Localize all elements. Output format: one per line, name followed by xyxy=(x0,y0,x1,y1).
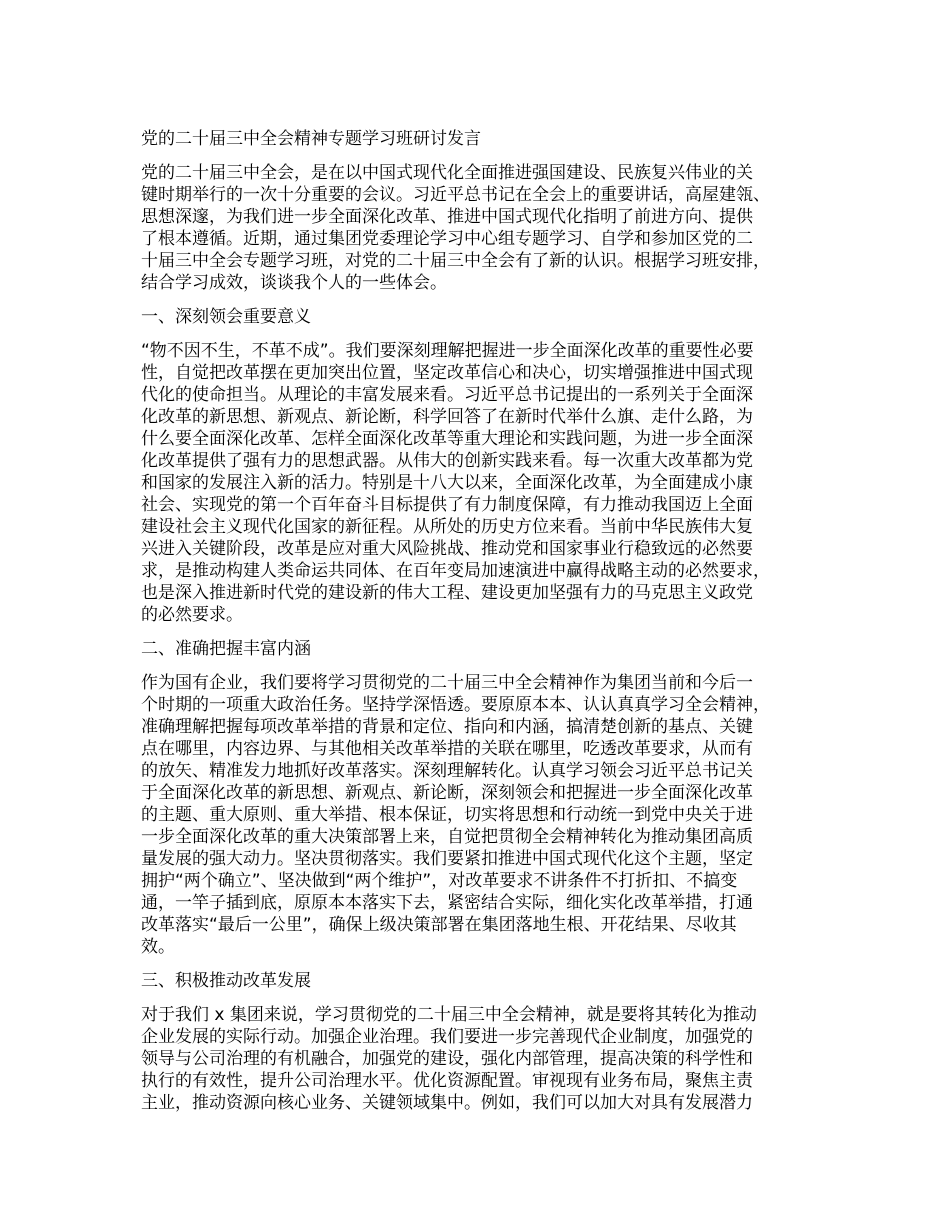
paragraph xyxy=(141,672,831,958)
paragraph-line: 执行的有效性，提升公司治理水平。优化资源配置。审视现有业务布局，聚焦主责 xyxy=(141,1071,753,1091)
paragraph-line: 结合学习成效，谈谈我个人的一些体会。 xyxy=(141,273,447,293)
paragraph-line: 作为国有企业，我们要将学习贯彻党的二十届三中全会精神作为集团当前和今后一 xyxy=(141,673,753,693)
paragraph-line: 也是深入推进新时代党的建设新的伟大工程、建设更加坚强有力的马克思主义政党 xyxy=(141,583,753,603)
paragraph-line: 点在哪里，内容边界、与其他相关改革举措的关联在哪里，吃透改革要求，从而有 xyxy=(141,739,753,759)
paragraph-line: 量发展的强大动力。坚决贯彻落实。我们要紧扣推进中国式现代化这个主题，坚定 xyxy=(141,849,753,869)
paragraph-line: 思想深邃，为我们进一步全面深化改革、推进中国式现代化指明了前进方向、提供 xyxy=(141,207,753,227)
paragraph-line: 主业，推动资源向核心业务、关键领域集中。例如，我们可以加大对具有发展潜力 xyxy=(141,1093,753,1113)
paragraph-line: 了根本遵循。近期，通过集团党委理论学习中心组专题学习、自学和参加区党的二 xyxy=(141,229,753,249)
paragraph-line: 键时期举行的一次十分重要的会议。习近平总书记在全会上的重要讲话，高屋建瓴、 xyxy=(141,185,770,205)
paragraph-line: 一步全面深化改革的重大决策部署上来，自觉把贯彻全会精神转化为推动集团高质 xyxy=(141,827,753,847)
paragraph-line: 的主题、重大原则、重大举措、根本保证，切实将思想和行动统一到党中央关于进 xyxy=(141,805,753,825)
document-page xyxy=(141,128,831,1126)
paragraph-line: 社会、实现党的第一个百年奋斗目标提供了有力制度保障，有力推动我国迈上全面 xyxy=(141,495,753,515)
paragraph-line: 企业发展的实际行动。加强企业治理。我们要进一步完善现代企业制度，加强党的 xyxy=(141,1027,753,1047)
paragraph-line: 代化的使命担当。从理论的丰富发展来看。习近平总书记提出的一系列关于全面深 xyxy=(141,385,753,405)
section-heading: 三、积极推动改革发展 xyxy=(141,971,311,991)
paragraph-line: 党的二十届三中全会，是在以中国式现代化全面推进强国建设、民族复兴伟业的关 xyxy=(141,163,753,183)
paragraph-line: 拥护“两个确立”、坚决做到“两个维护”，对改革要求不讲条件不打折扣、不搞变 xyxy=(141,871,738,891)
paragraph-line: 兴进入关键阶段，改革是应对重大风险挑战、推动党和国家事业行稳致远的必然要 xyxy=(141,539,753,559)
paragraph xyxy=(141,162,831,294)
paragraph-line: 求，是推动构建人类命运共同体、在百年变局加速演进中赢得战略主动的必然要求， xyxy=(141,561,770,581)
paragraph-line: 通，一竿子插到底，原原本本落实下去，紧密结合实际，细化实化改革举措，打通 xyxy=(141,893,753,913)
paragraph-line: 个时期的一项重大政治任务。坚持学深悟透。要原原本本、认认真真学习全会精神， xyxy=(141,695,770,715)
paragraph-line: 化改革提供了强有力的思想武器。从伟大的创新实践来看。每一次重大改革都为党 xyxy=(141,451,753,471)
paragraph-line: 对于我们 x 集团来说，学习贯彻党的二十届三中全会精神，就是要将其转化为推动 xyxy=(141,1005,757,1025)
paragraph xyxy=(141,340,831,626)
paragraph-line: 效。 xyxy=(141,937,175,957)
section-heading: 一、深刻领会重要意义 xyxy=(141,307,311,327)
paragraph-line: 十届三中全会专题学习班，对党的二十届三中全会有了新的认识。根据学习班安排， xyxy=(141,251,770,271)
document-title: 党的二十届三中全会精神专题学习班研讨发言 xyxy=(141,129,481,149)
paragraph-line: 准确理解把握每项改革举措的背景和定位、指向和内涵，搞清楚创新的基点、关键 xyxy=(141,717,753,737)
section-heading: 二、准确把握丰富内涵 xyxy=(141,639,311,659)
paragraph-line: 的必然要求。 xyxy=(141,605,243,625)
paragraph xyxy=(141,1004,831,1114)
paragraph-line: 领导与公司治理的有机融合，加强党的建设，强化内部管理，提高决策的科学性和 xyxy=(141,1049,753,1069)
paragraph-line: 和国家的发展注入新的活力。特别是十八大以来，全面深化改革，为全面建成小康 xyxy=(141,473,753,493)
paragraph-line: 性，自觉把改革摆在更加突出位置，坚定改革信心和决心，切实增强推进中国式现 xyxy=(141,363,753,383)
paragraph-line: 于全面深化改革的新思想、新观点、新论断，深刻领会和把握进一步全面深化改革 xyxy=(141,783,753,803)
paragraph-line: 的放矢、精准发力地抓好改革落实。深刻理解转化。认真学习领会习近平总书记关 xyxy=(141,761,753,781)
paragraph-line: 化改革的新思想、新观点、新论断，科学回答了在新时代举什么旗、走什么路，为 xyxy=(141,407,753,427)
paragraph-line: “物不因不生，不革不成”。我们要深刻理解把握进一步全面深化改革的重要性必要 xyxy=(141,341,754,361)
paragraph-line: 改革落实“最后一公里”，确保上级决策部署在集团落地生根、开花结果、尽收其 xyxy=(141,915,737,935)
document-body xyxy=(141,162,831,1114)
paragraph-line: 什么要全面深化改革、怎样全面深化改革等重大理论和实践问题，为进一步全面深 xyxy=(141,429,753,449)
paragraph-line: 建设社会主义现代化国家的新征程。从所处的历史方位来看。当前中华民族伟大复 xyxy=(141,517,753,537)
